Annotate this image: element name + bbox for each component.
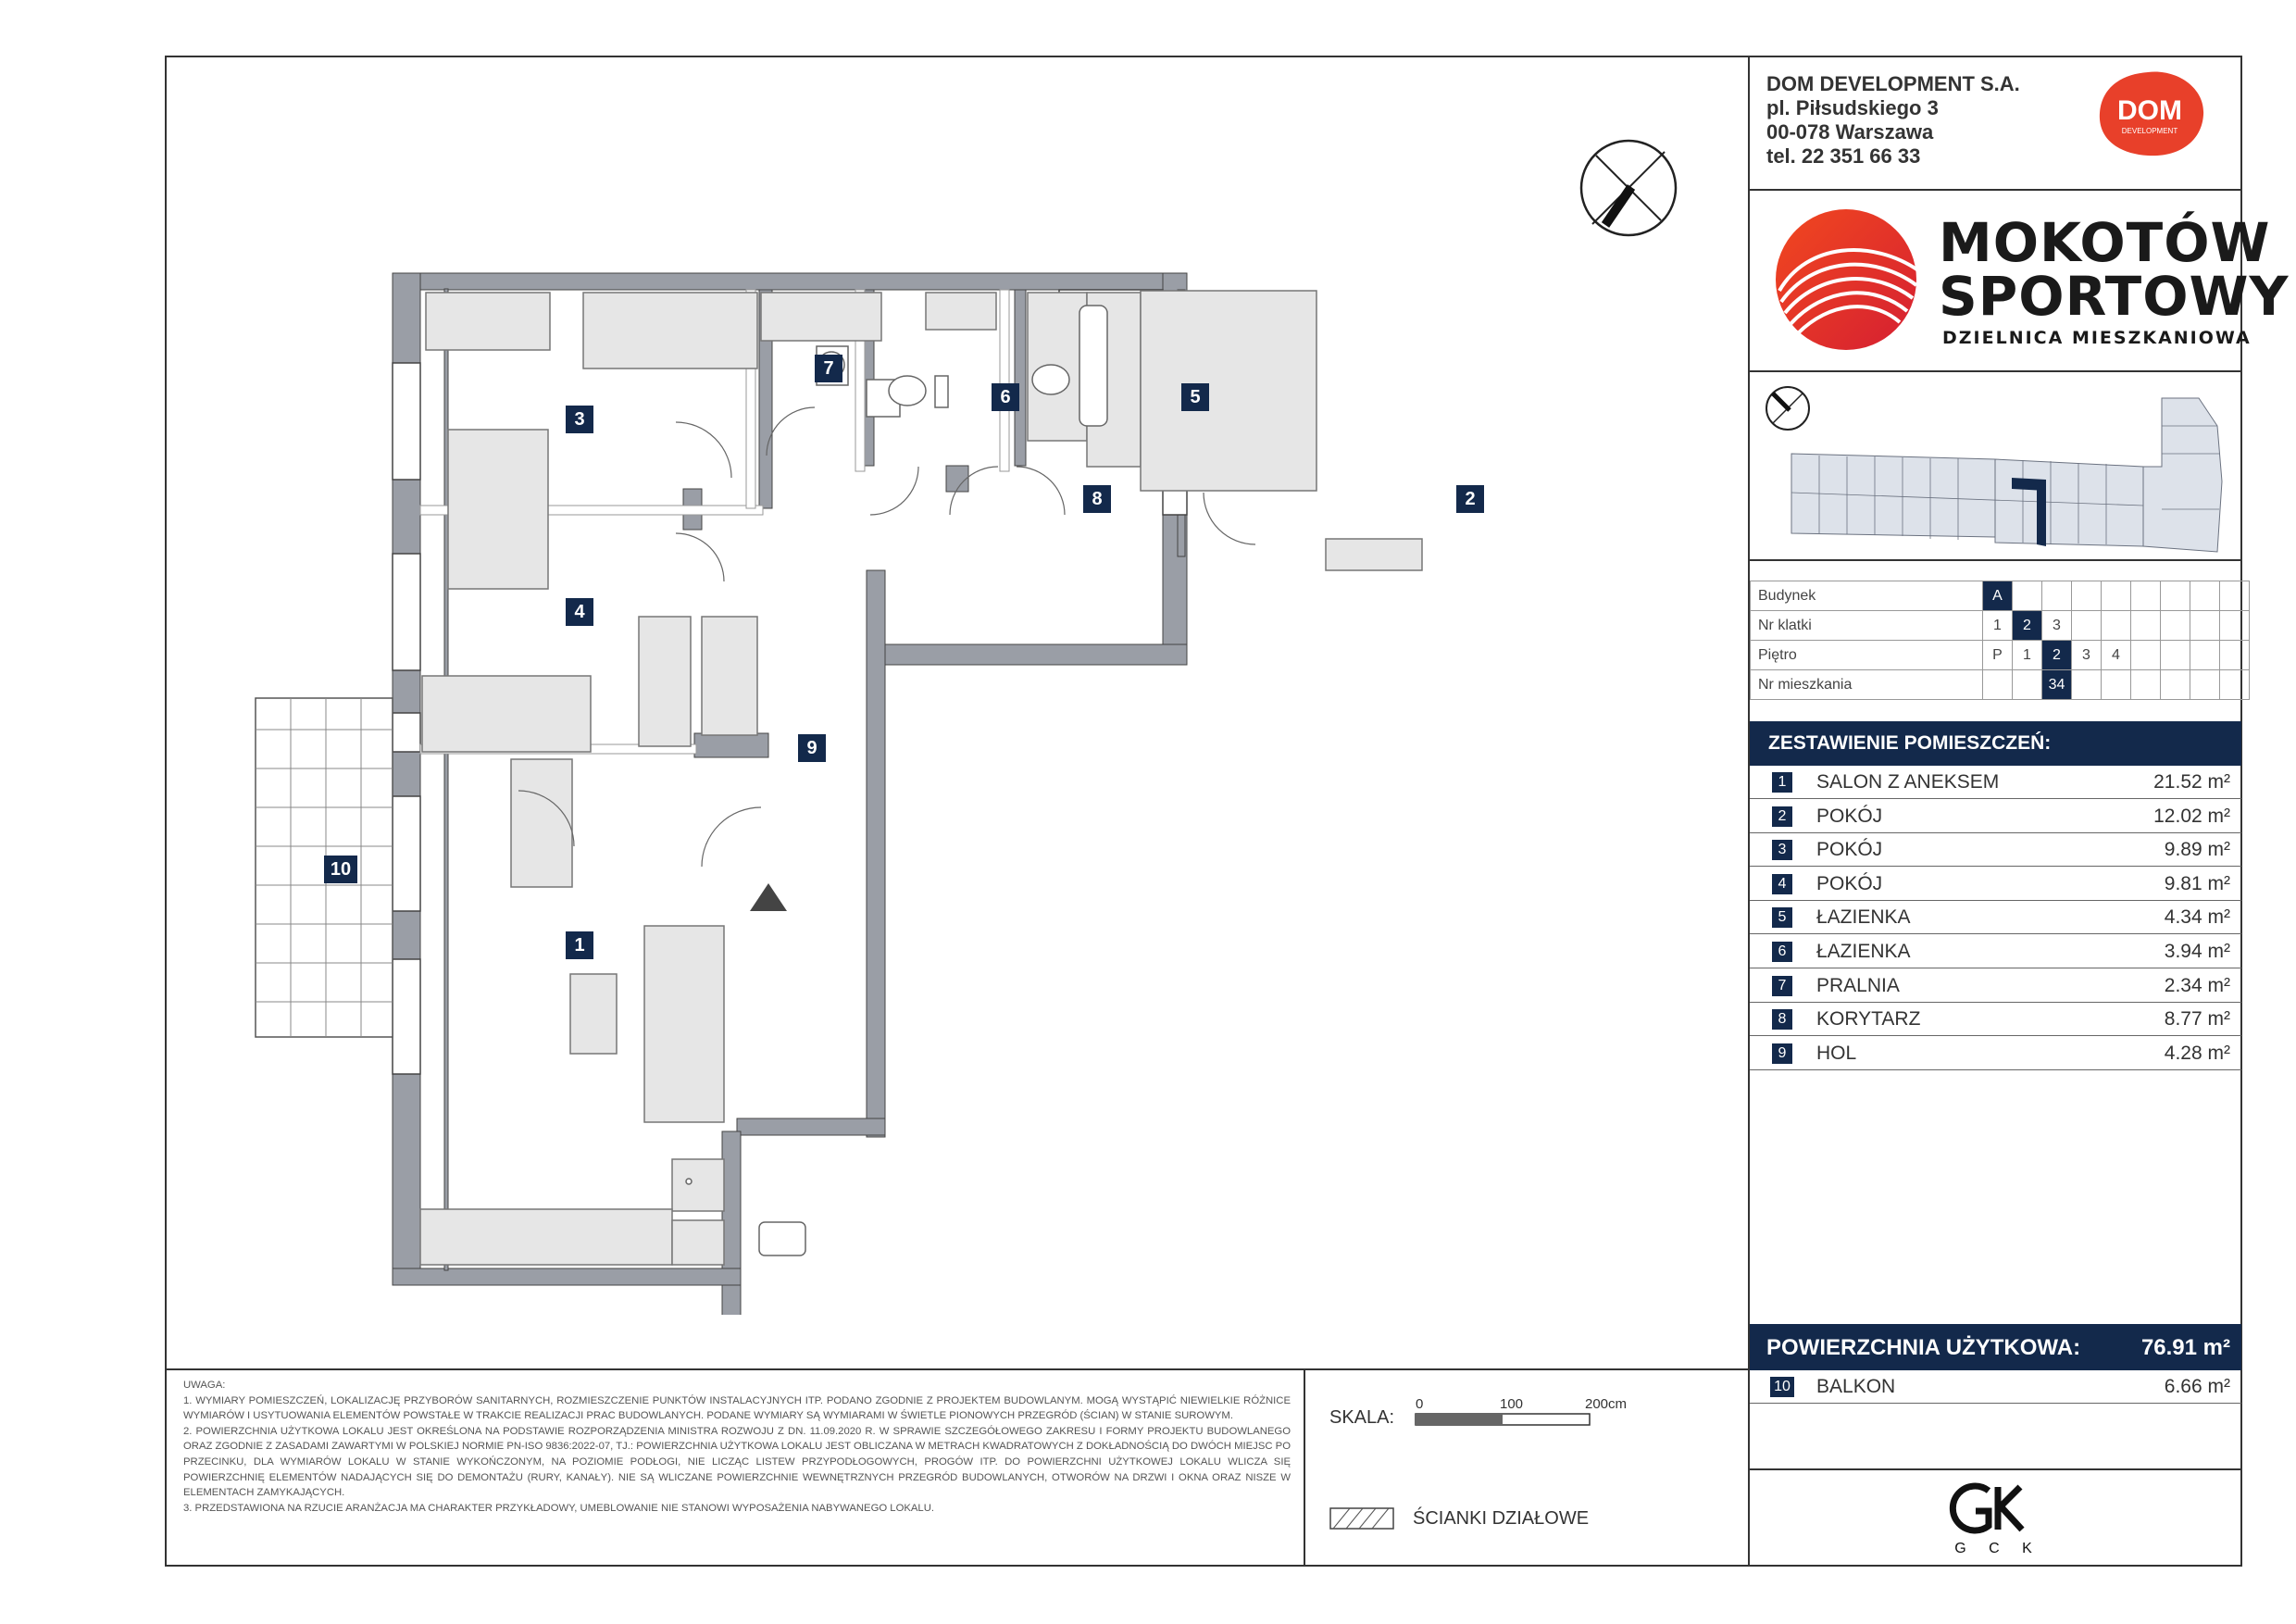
scale-tick-100: 100 xyxy=(1500,1396,1524,1412)
info-row xyxy=(1751,641,2250,670)
room-number: 9 xyxy=(1772,1043,1792,1064)
room-row xyxy=(1750,800,2241,833)
company-street: pl. Piłsudskiego 3 xyxy=(1766,96,1939,119)
info-cell xyxy=(2190,670,2220,700)
info-row xyxy=(1751,611,2250,641)
info-cell xyxy=(2072,670,2102,700)
info-cell xyxy=(2131,641,2161,670)
info-cell xyxy=(2131,581,2161,611)
gck-letters: G C K xyxy=(1954,1541,2041,1556)
project-subtitle: DZIELNICA MIESZKANIOWA xyxy=(1942,328,2252,348)
room-name: POKÓJ xyxy=(1816,839,1883,861)
room-name: HOL xyxy=(1816,1042,1857,1064)
note-1: 1. WYMIARY POMIESZCZEŃ, LOKALIZACJĘ PRZYBORÓW SANITARNYCH, ROZMIESZCZENIE PUNKTÓW INSTALACYJNYCH ITP. PODANO ZGODNIE Z PROJEKTEM BUDOWLANYM. MOGĄ WYSTĄPIĆ NIEWIELKIE RÓŻNICE WYMIARÓW I USYTUOWANIA ELEMENTÓW POWSTAŁE W TRAKCIE REALIZACJI PRAC BUDOWLANYCH. PODANE WYMIARY SĄ WYMIARAMI W ŚWIETLE PIONOWYCH PRZEGRÓD (ŚCIAN) W STANIE SUROWYM. xyxy=(183,1394,1291,1422)
info-cell xyxy=(2013,670,2042,700)
info-cell xyxy=(2190,641,2220,670)
info-cell: 1 xyxy=(1983,611,2013,641)
plan-label-7: 7 xyxy=(815,355,842,382)
room-row xyxy=(1750,833,2241,867)
info-cell xyxy=(1983,670,2013,700)
partition-legend-label: ŚCIANKI DZIAŁOWE xyxy=(1413,1508,1590,1529)
room-area: 4.34 m² xyxy=(2164,906,2230,929)
plan-label-4: 4 xyxy=(566,598,593,626)
info-cell xyxy=(2220,641,2250,670)
info-row xyxy=(1751,581,2250,611)
room-name: BALKON xyxy=(1816,1376,1896,1397)
scale-label: SKALA: xyxy=(1329,1407,1395,1428)
notes-heading: UWAGA: xyxy=(183,1380,226,1391)
total-area-bar xyxy=(1750,1324,2241,1370)
room-row xyxy=(1750,935,2241,968)
info-cell: 3 xyxy=(2042,611,2072,641)
total-area-value: 76.91 m² xyxy=(2140,1335,2230,1360)
info-cell xyxy=(2161,581,2190,611)
balcony-row xyxy=(1750,1370,2241,1404)
info-cell xyxy=(2161,670,2190,700)
info-cell: A xyxy=(1983,581,2013,611)
room-number: 2 xyxy=(1772,806,1792,827)
room-area: 9.81 m² xyxy=(2164,872,2230,894)
plan-label-1: 1 xyxy=(566,931,593,959)
room-area: 4.28 m² xyxy=(2164,1042,2230,1064)
info-cell xyxy=(2072,581,2102,611)
room-name: POKÓJ xyxy=(1816,872,1883,894)
note-3: 3. PRZEDSTAWIONA NA RZUCIE ARANŻACJA MA CHARAKTER PRZYKŁADOWY, UMEBLOWANIE NIE STANOWI WYPOSAŻENIA NABYWANEGO LOKALU. xyxy=(183,1502,935,1514)
room-row xyxy=(1750,1003,2241,1036)
room-name: ŁAZIENKA xyxy=(1816,906,1911,929)
info-cell xyxy=(2190,611,2220,641)
info-cell xyxy=(2013,581,2042,611)
info-row-label: Budynek xyxy=(1751,581,1983,611)
info-row xyxy=(1751,670,2250,700)
room-name: KORYTARZ xyxy=(1816,1008,1921,1031)
room-name: POKÓJ xyxy=(1816,805,1883,827)
logo-text-development: DEVELOPMENT xyxy=(2121,127,2178,135)
info-cell xyxy=(2072,611,2102,641)
north-arrow xyxy=(1578,137,1679,239)
plan-label-2: 2 xyxy=(1456,485,1484,513)
unit-info-body xyxy=(1751,581,2250,700)
plan-label-5: 5 xyxy=(1181,383,1209,411)
room-number: 6 xyxy=(1772,942,1792,962)
room-number: 10 xyxy=(1770,1377,1794,1397)
info-cell xyxy=(2102,581,2131,611)
project-logo xyxy=(1770,206,1928,363)
plan-label-9: 9 xyxy=(798,734,826,762)
gck-logo xyxy=(1944,1478,2046,1561)
project-divider xyxy=(1750,370,2242,372)
info-cell xyxy=(2161,641,2190,670)
plan-label-3: 3 xyxy=(566,406,593,433)
scale-tick-0: 0 xyxy=(1416,1396,1424,1412)
info-cell: 4 xyxy=(2102,641,2131,670)
partition-swatch xyxy=(1329,1507,1394,1530)
room-name: SALON Z ANEKSEM xyxy=(1816,771,2000,793)
dom-development-logo xyxy=(2090,67,2211,159)
info-cell: 34 xyxy=(2042,670,2072,700)
company-info xyxy=(1766,72,2020,169)
info-cell xyxy=(2131,611,2161,641)
unit-info-table xyxy=(1750,581,2250,700)
room-number: 1 xyxy=(1772,772,1792,793)
total-area-label: POWIERZCHNIA UŻYTKOWA: xyxy=(1766,1335,2081,1360)
plan-label-8: 8 xyxy=(1083,485,1111,513)
info-cell: 3 xyxy=(2072,641,2102,670)
room-row xyxy=(1750,1037,2241,1070)
room-area: 6.66 m² xyxy=(2164,1376,2230,1397)
info-cell xyxy=(2190,581,2220,611)
info-cell xyxy=(2161,611,2190,641)
info-cell xyxy=(2102,670,2131,700)
room-number: 5 xyxy=(1772,907,1792,928)
project-title-line2: SPORTOWY xyxy=(1939,265,2290,328)
company-phone: tel. 22 351 66 33 xyxy=(1766,144,1921,168)
info-cell xyxy=(2131,670,2161,700)
plan-label-6: 6 xyxy=(992,383,1019,411)
info-row-label: Piętro xyxy=(1751,641,1983,670)
notes-block xyxy=(183,1378,1291,1516)
room-number: 8 xyxy=(1772,1009,1792,1030)
room-name: PRALNIA xyxy=(1816,974,1900,996)
room-area: 21.52 m² xyxy=(2153,771,2230,793)
plan-label-10: 10 xyxy=(324,856,357,883)
company-city: 00-078 Warszawa xyxy=(1766,120,1934,144)
info-cell xyxy=(2042,581,2072,611)
info-cell: 2 xyxy=(2013,611,2042,641)
info-cell: P xyxy=(1983,641,2013,670)
project-title-line1: MOKOTÓW xyxy=(1939,211,2271,274)
logo-text-dom: DOM xyxy=(2117,95,2182,126)
info-cell: 1 xyxy=(2013,641,2042,670)
rooms-header: ZESTAWIENIE POMIESZCZEŃ: xyxy=(1750,721,2241,766)
info-row-label: Nr klatki xyxy=(1751,611,1983,641)
scale-tick-200: 200cm xyxy=(1585,1396,1628,1412)
room-row xyxy=(1750,766,2241,799)
note-2: 2. POWIERZCHNIA UŻYTKOWA LOKALU JEST OKREŚLONA NA PODSTAWIE ROZPORZĄDZENIA MINISTRA ROZWOJU Z DN. 11.09.2020 R. W SPRAWIE SZCZEGÓŁOWEGO ZAKRESU I FORMY PROJEKTU BUDOWLANEGO ORAZ ZGODNIE Z ZASADAMI ZAWARTYMI W POLSKIEJ NORMIE PN-ISO 9836:2022-07, TJ.: POWIERZCHNIA UŻYTKOWA LOKALU JEST OBLICZANA W METRACH KWADRATOWYCH Z DOKŁADNOŚCIĄ DO DWÓCH MIEJSC PO PRZECINKU, DLA WYMIARÓW LOKALU W STANIE WYKOŃCZONYM, NA POZIOMIE PODŁOGI, NIE LICZĄC LISTEW PRZYPODŁOGOWYCH, PROGÓW ITP. DO POWIERZCHNI UŻYTKOWEJ LOKALU WLICZA SIĘ POWIERZCHNIĘ ELEMENTÓW NADAJĄCYCH SIĘ DO DEMONTAŻU (RURY, KANAŁY). NIE SĄ WLICZANE POWIERZCHNIE WEWNĘTRZNYCH PRZEGRÓD BUDOWLANYCH, OTWORÓW NA DRZWI I OKNA ORAZ NISZE W ELEMENTACH ZAMYKAJĄCYCH. xyxy=(183,1425,1291,1499)
floor-plan xyxy=(241,259,1666,1315)
info-cell: 2 xyxy=(2042,641,2072,670)
room-number: 7 xyxy=(1772,976,1792,996)
room-name: ŁAZIENKA xyxy=(1816,941,1911,962)
room-area: 12.02 m² xyxy=(2153,805,2230,827)
company-name: DOM DEVELOPMENT S.A. xyxy=(1766,72,2020,95)
notes-divider xyxy=(165,1368,1750,1370)
scale-divider xyxy=(1304,1368,1305,1567)
company-divider xyxy=(1750,189,2242,191)
info-cell xyxy=(2102,611,2131,641)
scale-bar xyxy=(1415,1413,1591,1426)
room-row xyxy=(1750,901,2241,934)
info-cell xyxy=(2220,581,2250,611)
room-area: 9.89 m² xyxy=(2164,839,2230,861)
keyplan-divider xyxy=(1750,559,2242,561)
room-row xyxy=(1750,969,2241,1003)
gck-divider xyxy=(1750,1468,2242,1470)
room-row xyxy=(1750,868,2241,901)
room-area: 8.77 m² xyxy=(2164,1008,2230,1031)
building-key-plan xyxy=(1782,389,2236,556)
room-number: 3 xyxy=(1772,840,1792,860)
info-row-label: Nr mieszkania xyxy=(1751,670,1983,700)
room-area: 2.34 m² xyxy=(2164,974,2230,996)
room-number: 4 xyxy=(1772,874,1792,894)
room-area: 3.94 m² xyxy=(2164,941,2230,962)
info-cell xyxy=(2220,611,2250,641)
info-cell xyxy=(2220,670,2250,700)
